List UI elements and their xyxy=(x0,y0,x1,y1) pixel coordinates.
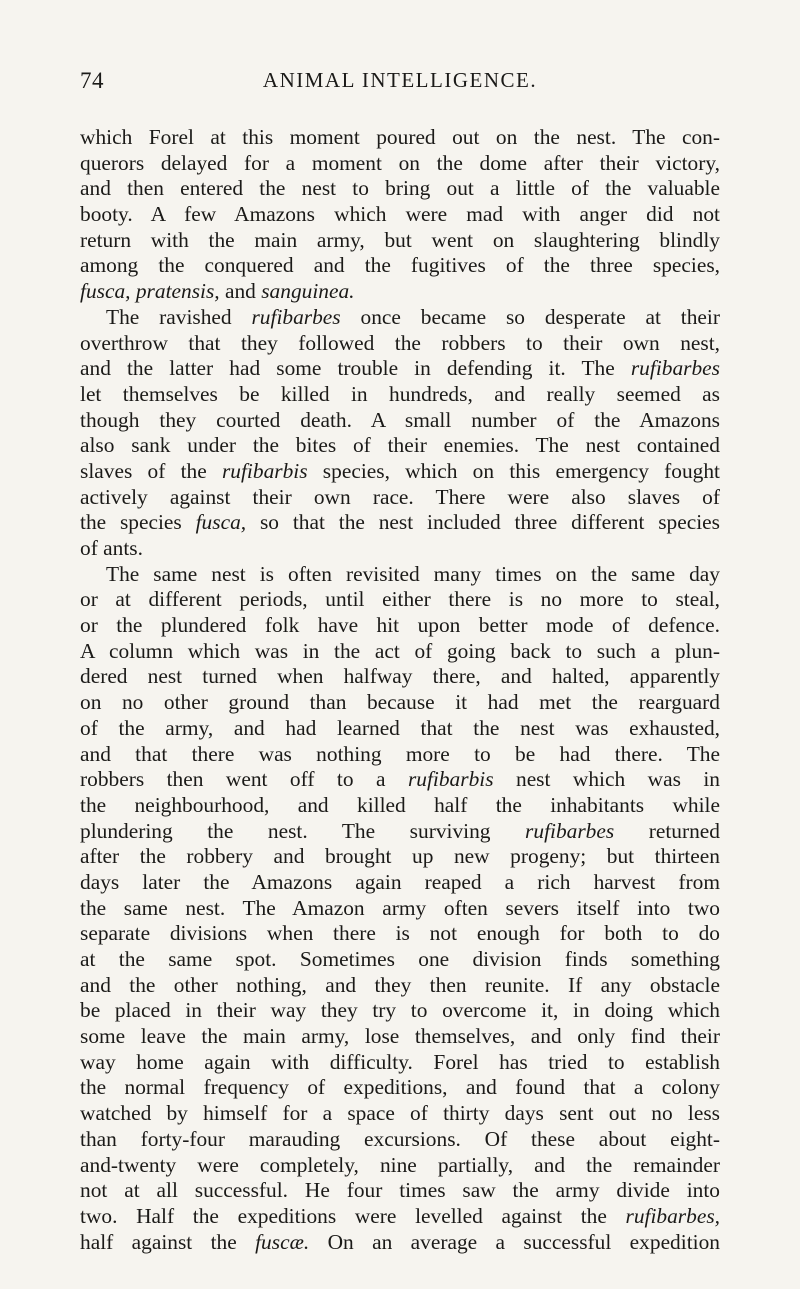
text-segment: of the army, and had learned that the nest was exhausted, xyxy=(80,715,720,740)
italic-term: rufibarbes xyxy=(525,818,615,843)
body-text xyxy=(80,125,720,1255)
text-segment: than forty-four marauding excursions. Of these about eight- xyxy=(80,1126,720,1151)
italic-term: fusca, xyxy=(195,510,247,535)
text-segment: the species xyxy=(80,510,196,535)
text-line xyxy=(80,639,720,665)
text-line xyxy=(80,1127,720,1153)
text-line xyxy=(80,587,720,613)
text-segment: robbers then went off to a xyxy=(80,767,408,792)
text-line xyxy=(80,331,720,357)
text-segment: returned xyxy=(614,818,720,843)
text-segment: after the robbery and brought up new progeny; but thirteen xyxy=(80,844,720,869)
text-segment: and the latter had some trouble in defending it. The xyxy=(80,356,631,381)
text-segment: at the same spot. Sometimes one division finds something xyxy=(80,947,720,971)
text-line xyxy=(80,716,720,742)
text-segment: way home again with difficulty. Forel has tried to establish xyxy=(80,1049,720,1074)
text-segment: and-twenty were completely, nine partially, and the remainder xyxy=(80,1152,720,1177)
text-line xyxy=(80,382,720,408)
text-line xyxy=(80,947,720,973)
text-segment: watched by himself for a space of thirty days sent out no less xyxy=(80,1101,720,1126)
text-segment: of ants. xyxy=(80,536,143,560)
italic-term: fusca, pratensis, xyxy=(80,279,220,304)
text-segment: actively against their own race. There were also slaves of xyxy=(80,484,720,509)
text-segment: let themselves be killed in hundreds, and really seemed as xyxy=(80,381,720,406)
text-segment: also sank under the bites of their enemies. The nest contained xyxy=(80,433,720,458)
text-segment: separate divisions when there is not enough for both to do xyxy=(80,921,720,946)
text-segment: A column which was in the act of going back to such a plun- xyxy=(80,638,720,663)
text-line xyxy=(80,793,720,819)
text-line xyxy=(80,408,720,434)
text-segment: or the plundered folk have hit upon better mode of defence. xyxy=(80,613,720,638)
text-line xyxy=(80,1153,720,1179)
text-line xyxy=(80,1178,720,1204)
text-line xyxy=(80,844,720,870)
text-line xyxy=(80,485,720,511)
text-line xyxy=(80,1024,720,1050)
text-line xyxy=(80,202,720,228)
text-segment: On an average a successful expedition xyxy=(309,1229,720,1254)
text-segment: The same nest is often revisited many times on the same day xyxy=(106,561,720,586)
text-line xyxy=(80,151,720,177)
text-line xyxy=(80,279,720,305)
text-segment: once became so desperate at their xyxy=(340,304,720,329)
text-segment: dered nest turned when halfway there, and halted, apparently xyxy=(80,664,720,689)
text-segment: querors delayed for a moment on the dome after their victory, xyxy=(80,150,720,175)
text-segment: and that there was nothing more to be had there. The xyxy=(80,741,720,766)
text-line xyxy=(80,176,720,202)
text-segment: so that the nest included three different species xyxy=(246,510,720,535)
text-line xyxy=(80,459,720,485)
italic-term: rufibarbes xyxy=(251,304,341,329)
running-title: ANIMAL INTELLIGENCE. xyxy=(262,68,538,92)
text-line xyxy=(80,356,720,382)
text-segment: though they courted death. A small number of the Amazons xyxy=(80,407,720,432)
text-line xyxy=(80,536,720,562)
text-segment: booty. A few Amazons which were mad with anger did not xyxy=(80,202,720,227)
italic-term: rufibarbis xyxy=(221,458,308,483)
text-line xyxy=(80,690,720,716)
italic-term: rufibarbes, xyxy=(625,1203,720,1228)
text-segment: on no other ground than because it had met the rearguard xyxy=(80,690,720,715)
text-line xyxy=(80,1075,720,1101)
text-line xyxy=(80,767,720,793)
text-line xyxy=(80,228,720,254)
text-segment: which Forel at this moment poured out on the nest. The con- xyxy=(80,125,720,149)
text-line xyxy=(80,1204,720,1230)
text-segment: the normal frequency of expeditions, and found that a colony xyxy=(80,1075,720,1100)
text-segment: the neighbourhood, and killed half the inhabitants while xyxy=(80,792,720,817)
text-line xyxy=(80,921,720,947)
text-segment: and the other nothing, and they then reunite. If any obstacle xyxy=(80,972,720,997)
text-line xyxy=(80,870,720,896)
text-segment: nest which was in xyxy=(493,767,720,792)
italic-term: rufibarbis xyxy=(407,767,494,792)
italic-term: fuscæ. xyxy=(255,1229,310,1254)
text-line xyxy=(80,613,720,639)
text-line xyxy=(80,253,720,279)
text-line xyxy=(80,510,720,536)
italic-term: rufibarbes xyxy=(630,356,720,381)
text-segment: slaves of the xyxy=(80,458,222,483)
italic-term: sanguinea. xyxy=(261,279,355,304)
text-segment: and then entered the nest to bring out a little of the valuable xyxy=(80,176,720,201)
text-segment: overthrow that they followed the robbers to their own nest, xyxy=(80,330,720,355)
text-segment: days later the Amazons again reaped a rich harvest from xyxy=(80,869,720,894)
text-line xyxy=(80,1050,720,1076)
text-segment: or at different periods, until either there is no more to steal, xyxy=(80,587,720,612)
text-segment: return with the main army, but went on slaughtering blindly xyxy=(80,227,720,252)
page-header xyxy=(80,68,720,92)
text-segment: The ravished xyxy=(106,304,252,329)
text-line xyxy=(80,998,720,1024)
text-line xyxy=(80,305,720,331)
text-line xyxy=(80,1101,720,1127)
text-segment: species, which on this emergency fought xyxy=(307,458,720,483)
text-segment: be placed in their way they try to overcome it, in doing which xyxy=(80,998,720,1023)
text-segment: the same nest. The Amazon army often severs itself into two xyxy=(80,895,720,920)
text-line xyxy=(80,742,720,768)
text-line xyxy=(80,1230,720,1256)
text-line xyxy=(80,819,720,845)
page-number: 74 xyxy=(80,68,104,93)
text-line xyxy=(80,433,720,459)
text-segment: two. Half the expeditions were levelled against the xyxy=(80,1203,626,1228)
text-segment: half against the xyxy=(80,1229,256,1254)
text-segment: not at all successful. He four times saw the army divide into xyxy=(80,1178,720,1203)
text-line xyxy=(80,664,720,690)
text-line xyxy=(80,125,720,151)
text-segment: and xyxy=(219,279,262,304)
text-line xyxy=(80,562,720,588)
text-segment: plundering the nest. The surviving xyxy=(80,818,526,843)
text-segment: among the conquered and the fugitives of the three species, xyxy=(80,253,720,278)
text-line xyxy=(80,973,720,999)
text-line xyxy=(80,896,720,922)
text-segment: some leave the main army, lose themselves, and only find their xyxy=(80,1024,720,1049)
